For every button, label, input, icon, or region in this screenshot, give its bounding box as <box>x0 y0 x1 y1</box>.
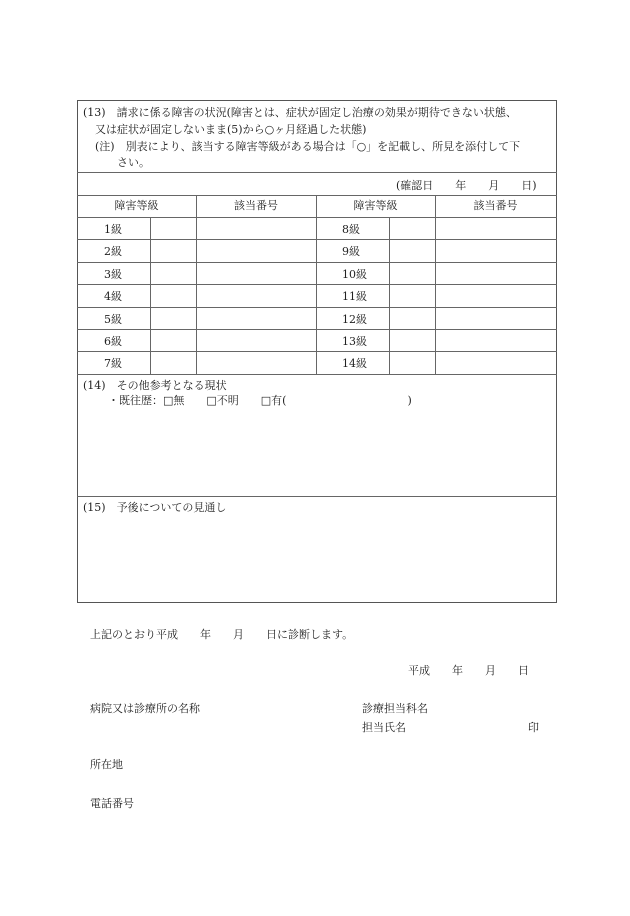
grade-label: 13級 <box>342 335 367 348</box>
s13-line1: (13) 請求に係る障害の状況(障害とは、症状が固定し治療の効果が期待できない状態、 <box>83 106 517 119</box>
grade-label: 5級 <box>104 312 122 326</box>
phone-label: 電話番号 <box>90 797 134 810</box>
header-number: 該当番号 <box>234 199 278 212</box>
divider <box>77 172 557 173</box>
grade-label: 3級 <box>104 267 122 281</box>
grade-label: 11級 <box>342 290 367 304</box>
grade-label: 10級 <box>342 267 367 281</box>
s13-note2: さい。 <box>117 156 150 169</box>
divider <box>389 217 390 374</box>
divider <box>77 217 557 218</box>
grade-label: 2級 <box>104 245 122 259</box>
grade-label: 9級 <box>342 245 360 259</box>
header-grade: 障害等級 <box>353 199 398 212</box>
row-divider <box>77 307 557 308</box>
s14-title: (14) その他参考となる現状 <box>83 379 227 392</box>
row-divider <box>77 351 557 352</box>
grade-label: 14級 <box>342 357 367 371</box>
s13-line2: 又は症状が固定しないまま(5)から○ヶ月経過した状態) <box>95 123 367 136</box>
grade-label: 1級 <box>104 223 122 236</box>
seal-label: 印 <box>528 721 539 734</box>
header-number: 該当番号 <box>473 199 518 212</box>
confirm-date: (確認日 年 月 日) <box>396 179 537 192</box>
department-label: 診療担当科名 <box>362 702 428 715</box>
row-divider <box>77 239 557 240</box>
divider <box>77 496 557 497</box>
grade-label: 12級 <box>342 312 367 326</box>
grade-label: 6級 <box>104 335 122 348</box>
grade-label: 7級 <box>104 357 122 371</box>
divider <box>435 195 436 374</box>
address-label: 所在地 <box>90 758 123 771</box>
hospital-name-label: 病院又は診療所の名称 <box>90 702 200 715</box>
s15-title: (15) 予後についての見通し <box>83 501 227 514</box>
past-history: ・既往歴：□無 □不明 □有( ) <box>108 394 412 407</box>
divider <box>77 374 557 375</box>
grade-label: 8級 <box>342 223 360 236</box>
diagnosis-statement: 上記のとおり平成 年 月 日に診断します。 <box>90 628 354 641</box>
row-divider <box>77 284 557 285</box>
row-divider <box>77 262 557 263</box>
grade-label: 4級 <box>104 290 122 304</box>
doctor-label: 担当氏名 <box>362 721 406 734</box>
header-grade: 障害等級 <box>114 199 159 212</box>
divider <box>196 195 197 374</box>
signature-date: 平成 年 月 日 <box>408 664 529 677</box>
s13-note1: (注) 別表により、該当する障害等級がある場合は「○」を記載し、所見を添付して下 <box>95 140 521 153</box>
divider <box>316 195 317 374</box>
row-divider <box>77 329 557 330</box>
divider <box>150 217 151 374</box>
